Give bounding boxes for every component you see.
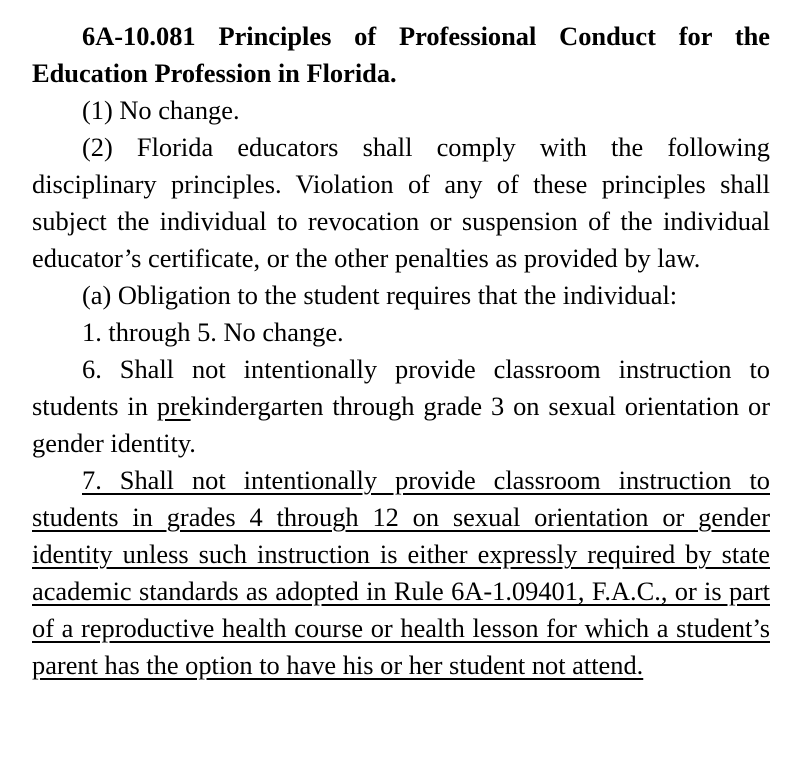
paragraph-2a: (a) Obligation to the student requires that the individual: bbox=[82, 280, 678, 310]
paragraph-1: (1) No change. bbox=[82, 95, 240, 125]
item-7-inserted-text: 7. Shall not intentionally provide classroom instruction to students in grades 4 through 12 on sexual orientation or gender identity unless such instruction is either expressly required by state academic standards as adopted in Rule 6A-1.09401, F.A.C., or is part of a reproductive health course or health lesson for which a student’s parent has the option to have his or her student not attend. bbox=[32, 465, 770, 680]
rule-number: 6A-10.081 bbox=[82, 21, 196, 51]
rule-heading bbox=[32, 18, 770, 92]
item-6-text-end: kindergarten through grade 3 on sexual orientation or gender identity. bbox=[32, 391, 770, 458]
rule-title: Principles of Professional Conduct for the Education Profession in Florida. bbox=[32, 21, 770, 88]
paragraph-2: (2) Florida educators shall comply with the following disciplinary principles. Violation of any of these principles shall subject the individual to revocation or suspension of the individual educator’s certificate, or the other penalties as provided by law. bbox=[32, 132, 770, 273]
paragraph-2a-item-6 bbox=[32, 351, 770, 462]
paragraph-2a-item-7 bbox=[32, 462, 770, 684]
item-6-inserted-text: pre bbox=[156, 391, 191, 421]
rule-document bbox=[32, 18, 770, 684]
paragraph-2a-items-1-5: 1. through 5. No change. bbox=[82, 317, 344, 347]
item-6-text-start: 6. Shall not intentionally provide classroom instruction to students in bbox=[32, 354, 770, 421]
